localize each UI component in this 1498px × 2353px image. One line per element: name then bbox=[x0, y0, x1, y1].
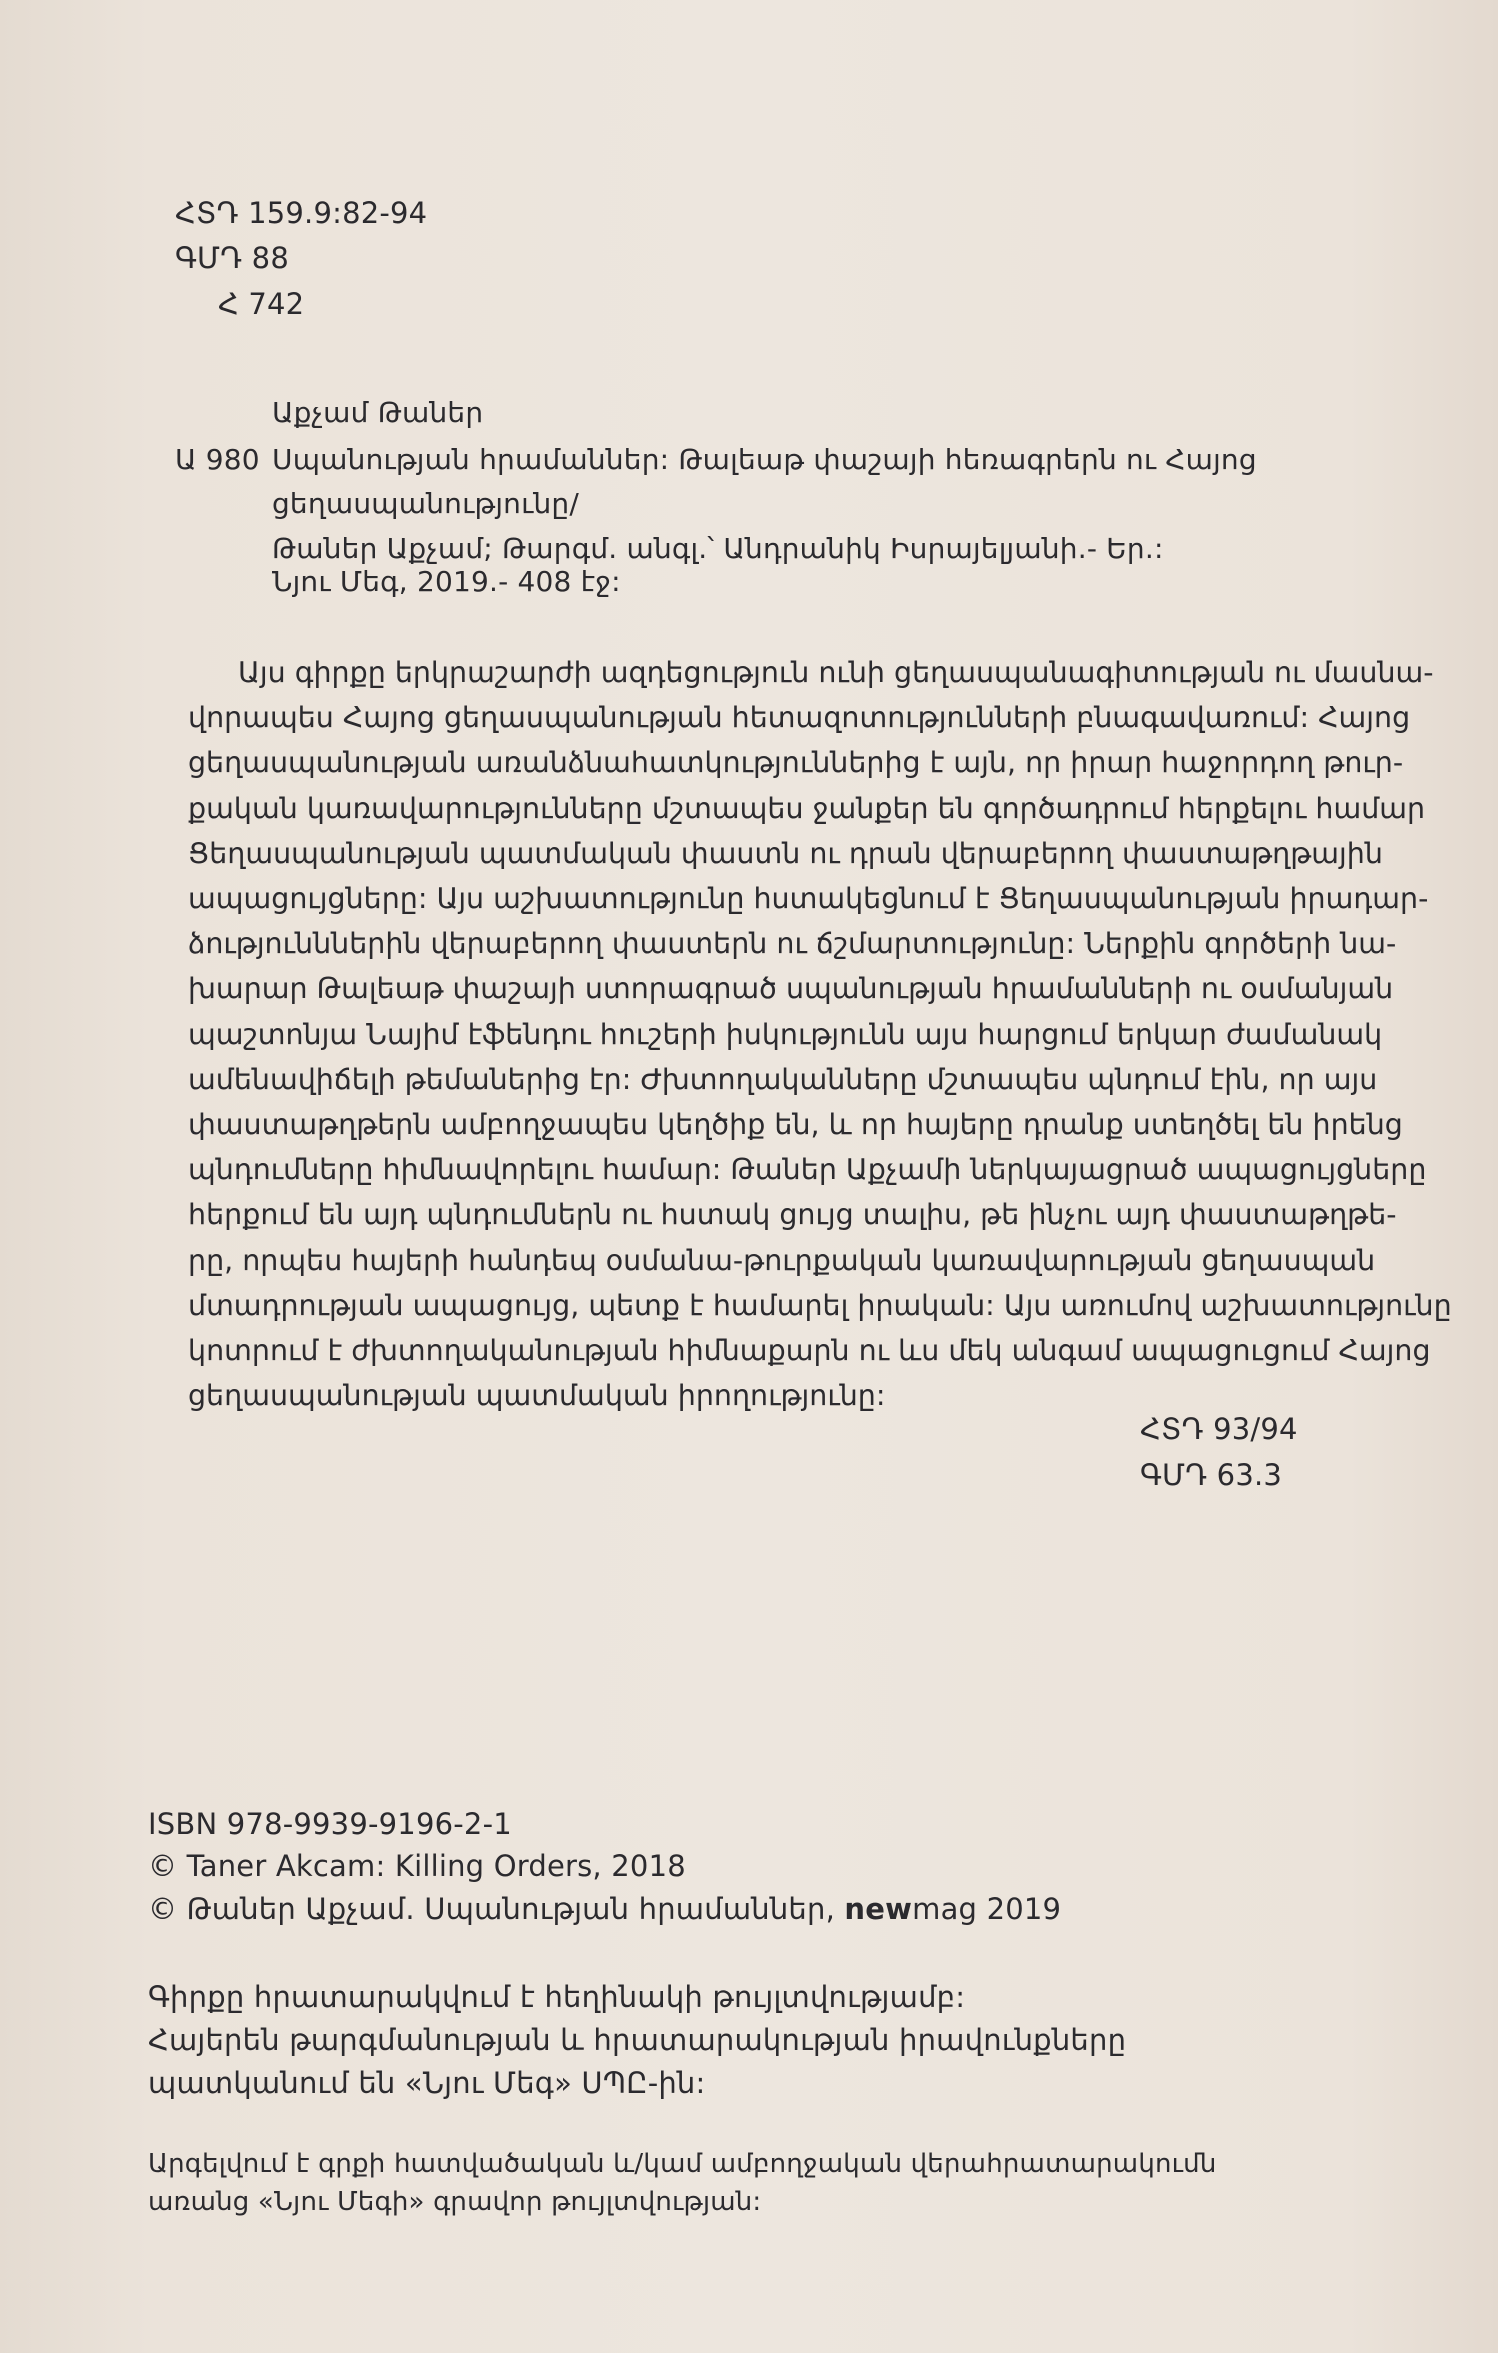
catalog-author: Աքչամ Թաներ bbox=[272, 396, 484, 429]
permission-line-2: Հայերեն թարգմանության և հրատարակության իրավունքները bbox=[148, 2023, 1127, 2057]
abstract-line: պաշտոնյա Նայիմ էֆենդու հուշերի իսկությունն այս հարցում երկար ժամանակ bbox=[188, 1017, 1383, 1051]
catalog-title-line-1: Սպանության հրամաններ: Թալեաթ փաշայի հեռագրերն ու Հայոց bbox=[272, 443, 1257, 476]
abstract-line: ցեղասպանության պատմական իրողությունը: bbox=[188, 1379, 886, 1413]
abstract-line: ձությունններին վերաբերող փաստերն ու ճշմարտությունը: Ներքին գործերի նա- bbox=[188, 927, 1397, 961]
isbn-number: ISBN 978-9939-9196-2-1 bbox=[148, 1807, 512, 1841]
abstract-line: հերքում են այդ պնդումներն ու հստակ ցույց տալիս, թե ինչու այդ փաստաթղթե- bbox=[188, 1198, 1397, 1232]
udc-code: ՀՏԴ 159.9:82-94 bbox=[175, 196, 428, 230]
abstract-line: Ցեղասպանության պատմական փաստն ու դրան վերաբերող փաստաթղթային bbox=[188, 836, 1383, 870]
prohibition-line-1: Արգելվում է գրքի հատվածական և/կամ ամբողջական վերահրատարակումն bbox=[148, 2149, 1217, 2179]
publisher-logo-bold: new bbox=[844, 1892, 913, 1926]
bbk-code-secondary: ԳՄԴ 63.3 bbox=[1140, 1458, 1283, 1492]
author-mark: Հ 742 bbox=[218, 287, 305, 321]
copyright-translation bbox=[148, 1887, 1061, 1931]
abstract-line: ամենավիճելի թեմաներից էր: Ժխտողականները մշտապես պնդում էին, որ այս bbox=[188, 1062, 1378, 1096]
abstract-line: ցեղասպանության առանձնահատկություններից է այն, որ իրար հաջորդող թուր- bbox=[188, 746, 1404, 780]
abstract-line: ապացույցները: Այս աշխատությունը հստակեցնում է Ցեղասպանության իրադար- bbox=[188, 882, 1429, 916]
copyright-translation-text: © Թաներ Աքչամ. Սպանության հրամաններ, bbox=[148, 1892, 845, 1926]
abstract-line: փաստաթղթերն ամբողջապես կեղծիք են, և որ հայերը դրանք ստեղծել են իրենց bbox=[188, 1108, 1403, 1142]
copyright-original: © Taner Akcam: Killing Orders, 2018 bbox=[148, 1849, 686, 1883]
abstract-line: մտադրության ապացույց, պետք է համարել իրական: Այս առումով աշխատությունը bbox=[188, 1288, 1452, 1322]
catalog-title-line-4: Նյու Մեգ, 2019.- 408 էջ: bbox=[272, 565, 621, 598]
prohibition-line-2: առանց «Նյու Մեգի» գրավոր թույլտվության: bbox=[148, 2187, 762, 2217]
catalog-title-line-2: ցեղասպանությունը/ bbox=[272, 487, 579, 520]
abstract-line: վորապես Հայոց ցեղասպանության հետազոտությունների բնագավառում: Հայոց bbox=[188, 701, 1411, 735]
abstract-line: Այս գիրքը երկրաշարժի ազդեցություն ունի ցեղասպանագիտության ու մասնա- bbox=[238, 656, 1434, 689]
catalog-title-line-3: Թաներ Աքչամ; Թարգմ. անգլ.՝ Անդրանիկ Իսրայելյանի.- Եր.: bbox=[272, 532, 1164, 565]
abstract-line: քական կառավարությունները մշտապես ջանքեր են գործադրում հերքելու համար bbox=[188, 791, 1426, 825]
abstract-line: խարար Թալեաթ փաշայի ստորագրած սպանության հրամանների ու օսմանյան bbox=[188, 972, 1394, 1006]
abstract-line: րը, որպես հայերի հանդեպ օսմանա-թուրքական կառավարության ցեղասպան bbox=[188, 1243, 1376, 1277]
abstract-line: պնդումները հիմնավորելու համար: Թաներ Աքչամի ներկայացրած ապացույցները bbox=[188, 1153, 1427, 1187]
bbk-code: ԳՄԴ 88 bbox=[175, 241, 289, 275]
abstract-line: կոտրում է ժխտողականության հիմնաքարն ու ևս մեկ անգամ ապացուցում Հայոց bbox=[188, 1334, 1431, 1368]
udc-code-secondary: ՀՏԴ 93/94 bbox=[1140, 1412, 1298, 1446]
abstract-paragraph bbox=[188, 650, 1452, 1418]
catalog-index: Ա 980 bbox=[175, 443, 260, 476]
publisher-logo-rest: mag 2019 bbox=[912, 1892, 1062, 1926]
permission-line-1: Գիրքը հրատարակվում է հեղինակի թույլտվությամբ: bbox=[148, 1980, 966, 2014]
permission-line-3: պատկանում են «Նյու Մեգ» ՍՊԸ-ին: bbox=[148, 2066, 706, 2100]
